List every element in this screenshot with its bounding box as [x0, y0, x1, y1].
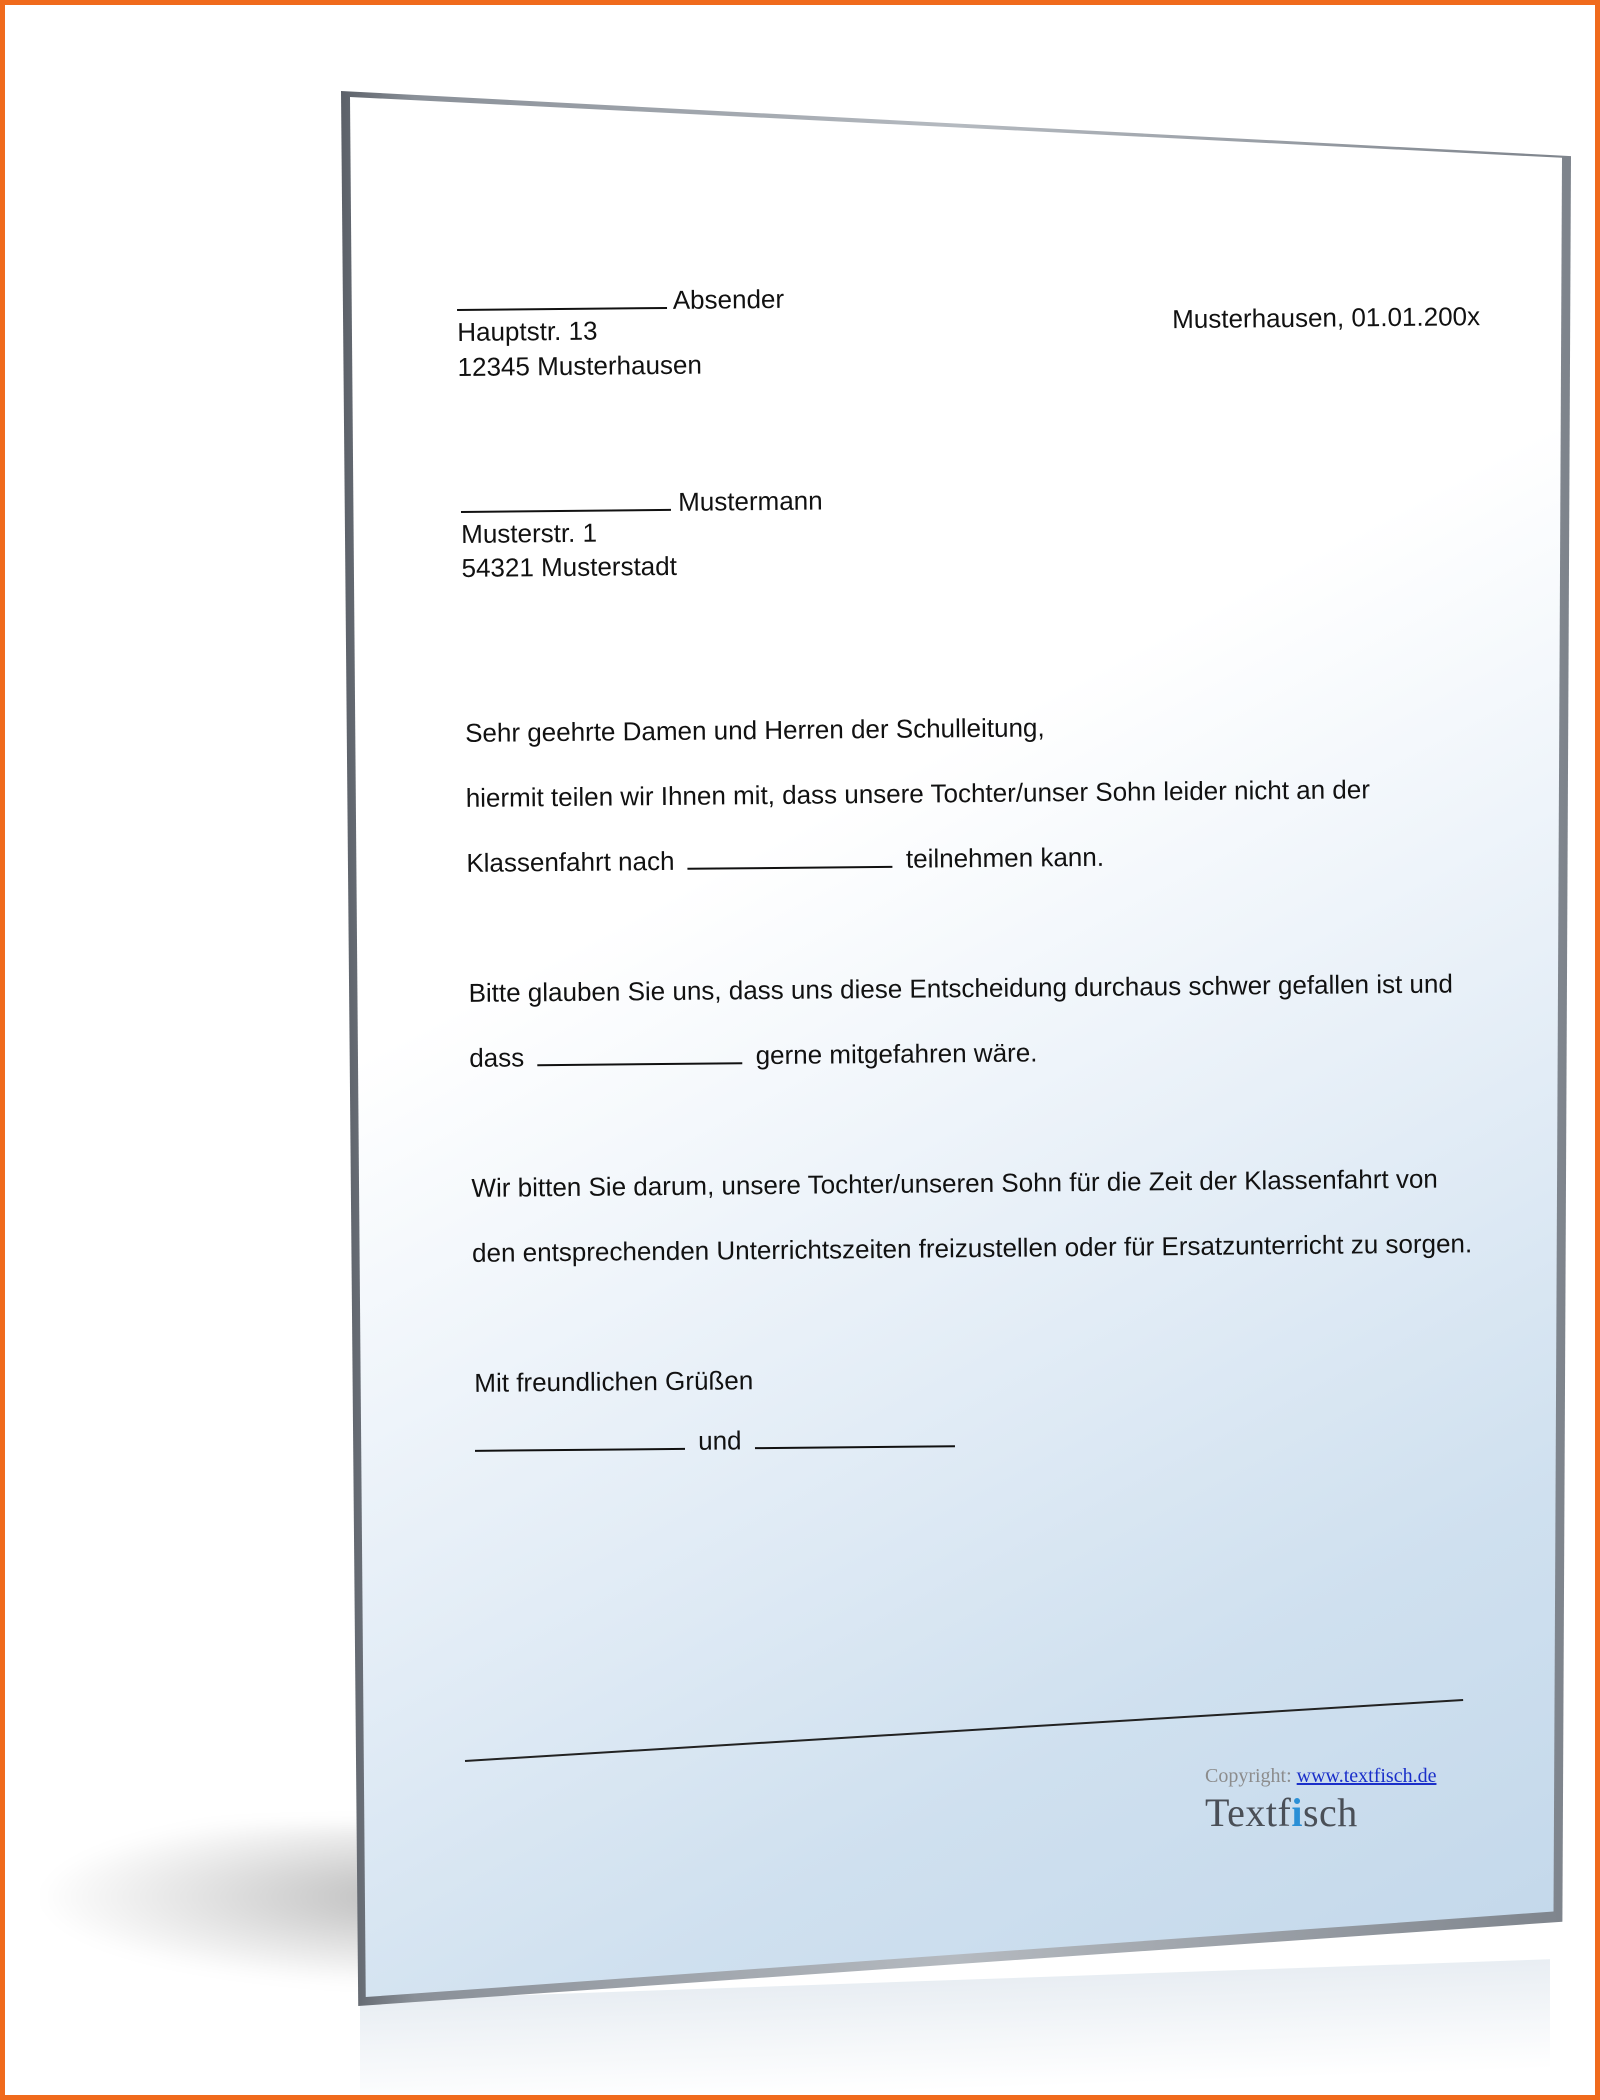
recipient-name-blank — [461, 487, 671, 513]
sender-name: Absender — [672, 283, 785, 315]
recipient-name-line — [461, 485, 823, 518]
destination-prefix: Klassenfahrt nach — [466, 845, 675, 878]
sender-city: 12345 Musterhausen — [457, 349, 703, 382]
child-suffix: gerne mitgefahren wäre. — [755, 1037, 1038, 1071]
place-date: Musterhausen, 01.01.200x — [1172, 301, 1481, 335]
logo-text-end: sch — [1302, 1790, 1358, 1835]
sender-name-blank — [457, 285, 667, 311]
salutation: Sehr geehrte Damen und Herren der Schulleitung, — [464, 712, 1045, 748]
fish-icon: i — [1291, 1790, 1303, 1835]
textfisch-logo — [1205, 1789, 1358, 1836]
paragraph-2-line-2 — [469, 1037, 1037, 1072]
copyright-label: Copyright: — [1205, 1765, 1297, 1787]
recipient-city: 54321 Musterstadt — [461, 550, 678, 583]
copyright-notice — [1205, 1765, 1436, 1788]
destination-suffix: teilnehmen kann. — [905, 841, 1105, 874]
paragraph-3-line-2: den entsprechenden Unterrichtszeiten freizustellen oder für Ersatzunterricht zu sorgen. — [471, 1228, 1473, 1268]
copyright-link[interactable]: www.textfisch.de — [1296, 1765, 1437, 1787]
paragraph-3-line-1: Wir bitten Sie darum, unsere Tochter/unseren Sohn für die Zeit der Klassenfahrt von — [471, 1163, 1438, 1203]
signature-joiner: und — [698, 1425, 742, 1456]
paragraph-1-line-2 — [466, 842, 1104, 878]
child-name-blank — [537, 1040, 742, 1066]
child-prefix: dass — [469, 1042, 525, 1073]
closing: Mit freundlichen Grüßen — [474, 1365, 754, 1398]
sender-name-line — [457, 284, 784, 317]
paragraph-2-line-1: Bitte glauben Sie uns, dass uns diese Entscheidung durchaus schwer gefallen ist und — [468, 968, 1453, 1008]
logo-text-start: Textf — [1205, 1790, 1292, 1835]
sender-street: Hauptstr. 13 — [457, 315, 598, 347]
destination-blank — [688, 844, 893, 870]
signature-blank-1 — [475, 1426, 685, 1452]
signature-blank-2 — [755, 1423, 955, 1449]
recipient-name: Mustermann — [677, 485, 823, 517]
paragraph-1-line-1: hiermit teilen wir Ihnen mit, dass unsere Tochter/unser Sohn leider nicht an der — [465, 774, 1371, 813]
signature-line — [475, 1423, 955, 1458]
recipient-street: Musterstr. 1 — [461, 517, 598, 549]
